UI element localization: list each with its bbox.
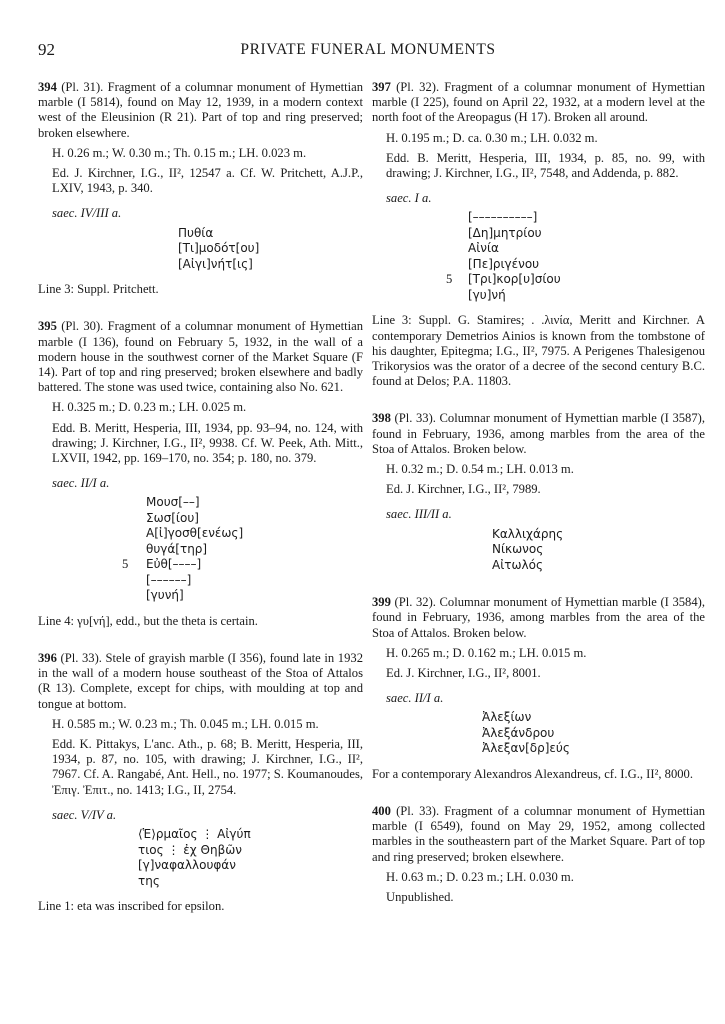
measurements: H. 0.265 m.; D. 0.162 m.; LH. 0.015 m. [386,645,587,660]
entry-text: (Pl. 31). Fragment of a columnar monument of Hymettian marble (I 5814), found on May 12, 1939, in a modern context west of the Eleusinion (R 21). Part of top and ring preserved; broken elsewhere. [38,80,363,140]
inscription-line [38,858,363,874]
entry-description [38,319,363,395]
inscription-line-text: [Τρι]κορ[υ]σίου [468,272,561,287]
entry-number: 400 [372,804,391,819]
left-column [38,80,363,936]
inscription-line [372,226,705,242]
inscription-line [38,495,363,511]
entry-description [38,80,363,141]
inscription-text [372,710,705,757]
inscription-text [38,827,363,889]
inscription-line [38,827,363,843]
inscription-line [372,558,705,574]
entry-text: (Pl. 33). Fragment of a columnar monument of Hymettian marble (I 6549), found on May 29, 1952, among collected marbles in the southeastern part of the Market Square. Part of top and ring preserved; broken elsewhere. [372,804,705,864]
bibliography: Edd. B. Meritt, Hesperia, III, 1934, p. 85, no. 99, with drawing; J. Kirchner, I.G., II², 7548, and Addenda, p. 882. [386,150,705,181]
inscription-line [372,710,705,726]
inscription-line-text: [––––––] [146,572,192,587]
bibliography: Edd. B. Meritt, Hesperia, III, 1934, pp. 93–94, no. 124, with drawing; J. Kirchner, I.G., II², 9938. Cf. W. Peek, Ath. Mitt., LXVII, 1942, pp. 169–170, no. 354; p. 180, no. 379. [52,420,363,465]
entry-text: (Pl. 33). Columnar monument of Hymettian marble (I 3587), found in February, 1936, among marbles from the area of the Stoa of Attalos. Broken below. [372,411,705,456]
inscription-line [372,257,705,273]
inscription-line [372,272,705,288]
inscription-line-text: τιος ⋮ ἐχ Θηβῶν [138,842,242,857]
inscription-line [38,511,363,527]
inscription-line-text: Μουσ[––] [146,495,200,510]
entry-number: 398 [372,411,391,426]
inscription-text [372,210,705,303]
inscription-line [372,542,705,558]
inscription-line [372,726,705,742]
inscription-line-text: Ἀλεξίων [482,710,532,725]
inscription-line-text: [Αἰγι]νήτ[ις] [178,256,253,271]
entry-description [372,804,705,865]
measurements: H. 0.195 m.; D. ca. 0.30 m.; LH. 0.032 m. [386,130,598,145]
entry-number: 395 [38,319,57,334]
inscription-text [38,495,363,604]
inscription-line-text: [γ]ναφαλλουφάν [138,858,236,873]
inscription-line [38,557,363,573]
inscription-line-text: [γυνή] [146,588,184,603]
inscription-text [372,527,705,574]
inscription-line [372,241,705,257]
measurements: H. 0.585 m.; W. 0.23 m.; Th. 0.045 m.; LH. 0.015 m. [52,716,319,731]
page-number: 92 [38,40,55,59]
catalogue-entry [372,804,705,905]
inscription-line [38,542,363,558]
commentary-note: Line 4: γυ[νή], edd., but the theta is certain. [38,613,258,628]
inscription-line [38,257,363,273]
entry-description [38,651,363,712]
inscription-line [372,741,705,757]
inscription-line [38,241,363,257]
inscription-line [38,526,363,542]
inscription-line [38,226,363,242]
catalogue-entry [372,80,705,389]
commentary-note: For a contemporary Alexandros Alexandreus, cf. I.G., II², 8000. [372,766,693,781]
line-number: 5 [446,272,453,287]
bibliography: Ed. J. Kirchner, I.G., II², 7989. [386,482,541,497]
bibliography: Ed. J. Kirchner, I.G., II², 12547 a. Cf. W. Pritchett, A.J.P., LXIV, 1943, p. 340. [52,166,363,196]
measurements: H. 0.325 m.; D. 0.23 m.; LH. 0.025 m. [52,400,247,415]
entry-text: (Pl. 32). Fragment of a columnar monument of Hymettian marble (I 225), found on April 22, 1932, at a modern level at the north foot of the Areopagus (H 17). Broken all around. [372,80,705,125]
entry-number: 396 [38,651,57,666]
inscription-line [38,588,363,604]
commentary-note: Line 3: Suppl. Pritchett. [38,282,159,297]
line-number: 5 [122,557,129,572]
inscription-line [38,874,363,890]
entry-number: 397 [372,80,391,94]
date-saec: saec. V/IV a. [52,807,117,822]
commentary-note: Line 3: Suppl. G. Stamires; . .λινία, Meritt and Kirchner. A contemporary Demetrios Ainios is known from the tombstone of his daughter, Epitegma; I.G., II², 7975. A Perigenes Thalesigenou Trikorysios was the orator of a decree of the second century B.C. found at Delos; P.A. 11803. [372,313,705,389]
entry-text: (Pl. 33). Stele of grayish marble (I 356), found late in 1932 in the wall of a modern house southeast of the Stoa of Attalos (R 13). Complete, except for chips, with moulding at top and tongue at bottom. [38,651,363,711]
bibliography: Unpublished. [386,890,454,905]
inscription-line [372,527,705,543]
catalogue-entry [38,651,363,914]
date-saec: saec. II/I a. [52,476,110,491]
entry-number: 394 [38,80,57,94]
measurements: H. 0.32 m.; D. 0.54 m.; LH. 0.013 m. [386,462,574,477]
measurements: H. 0.26 m.; W. 0.30 m.; Th. 0.15 m.; LH. 0.023 m. [52,145,307,160]
entry-text: (Pl. 30). Fragment of a columnar monument of Hymettian marble (I 136), found on February 5, 1932, in the wall of a modern house in the southwest corner of the Market Square (F 14). Part of top and ring preserved; broken elsewhere and badly battered. The stone was used twice, containing also No. 621. [38,319,363,395]
inscription-line-text: [Δη]μητρίου [468,225,542,240]
inscription-line-text: της [138,873,160,888]
page-header [38,42,698,64]
inscription-line-text: Πυθία [178,225,214,240]
catalogue-entry [38,319,363,629]
date-saec: saec. II/I a. [386,691,444,706]
inscription-line [372,288,705,304]
inscription-line-text: [Τι]μοδότ[ου] [178,241,260,256]
inscription-line [38,843,363,859]
inscription-line-text: Ἀλεξάνδρου [482,725,555,740]
inscription-line [372,210,705,226]
entry-description [372,595,705,641]
bibliography: Ed. J. Kirchner, I.G., II², 8001. [386,665,541,680]
inscription-line-text: Ἀλεξαν[δρ]εύς [482,741,570,756]
inscription-line-text: Καλλιχάρης [492,526,564,541]
right-column [372,80,705,927]
entry-number: 399 [372,595,391,610]
catalogue-entry [372,595,705,782]
bibliography: Edd. K. Pittakys, L'anc. Ath., p. 68; B. Meritt, Hesperia, III, 1934, p. 87, no. 105, with drawing; J. Kirchner, I.G., II², 7967. Cf. A. Rangabé, Ant. Hell., no. 1977; S. Koumanoudes, Ἐπιγ. Ἐπιτ., no. 1413; I.G., II, 2754. [52,737,363,797]
running-head: PRIVATE FUNERAL MONUMENTS [240,41,496,58]
inscription-line-text: [Πε]ριγένου [468,256,540,271]
inscription-line-text: Σωσ[ίου] [146,510,199,525]
date-saec: saec. IV/III a. [52,206,122,221]
inscription-line-text: Αἰνία [468,241,499,256]
date-saec: saec. III/II a. [386,507,452,522]
inscription-line-text: Αἰτωλός [492,557,544,572]
inscription-line-text: Νίκωνος [492,542,544,557]
date-saec: saec. I a. [386,191,432,206]
measurements: H. 0.63 m.; D. 0.23 m.; LH. 0.030 m. [386,869,574,884]
inscription-line [38,573,363,589]
catalogue-entry [372,411,705,573]
entry-description [372,411,705,457]
inscription-line-text: ⟨Ἑ⟩ρμαῖος ⋮ Αἰγύπ [138,827,251,842]
inscription-line-text: θυγά[τηρ] [146,541,208,556]
inscription-line-text: Α[ἰ]γοσθ[ενέως] [146,526,244,541]
catalogue-entry [38,80,363,297]
inscription-text [38,226,363,273]
inscription-line-text: Εὐθ[––––] [146,557,202,572]
entry-text: (Pl. 32). Columnar monument of Hymettian marble (I 3584), found in February, 1936, among marbles from the area of the Stoa of Attalos. Broken below. [372,595,705,640]
inscription-line-text: [γυ]νή [468,287,506,302]
inscription-line-text: [––––––––––] [468,210,538,225]
commentary-note: Line 1: eta was inscribed for epsilon. [38,899,225,914]
entry-description [372,80,705,126]
